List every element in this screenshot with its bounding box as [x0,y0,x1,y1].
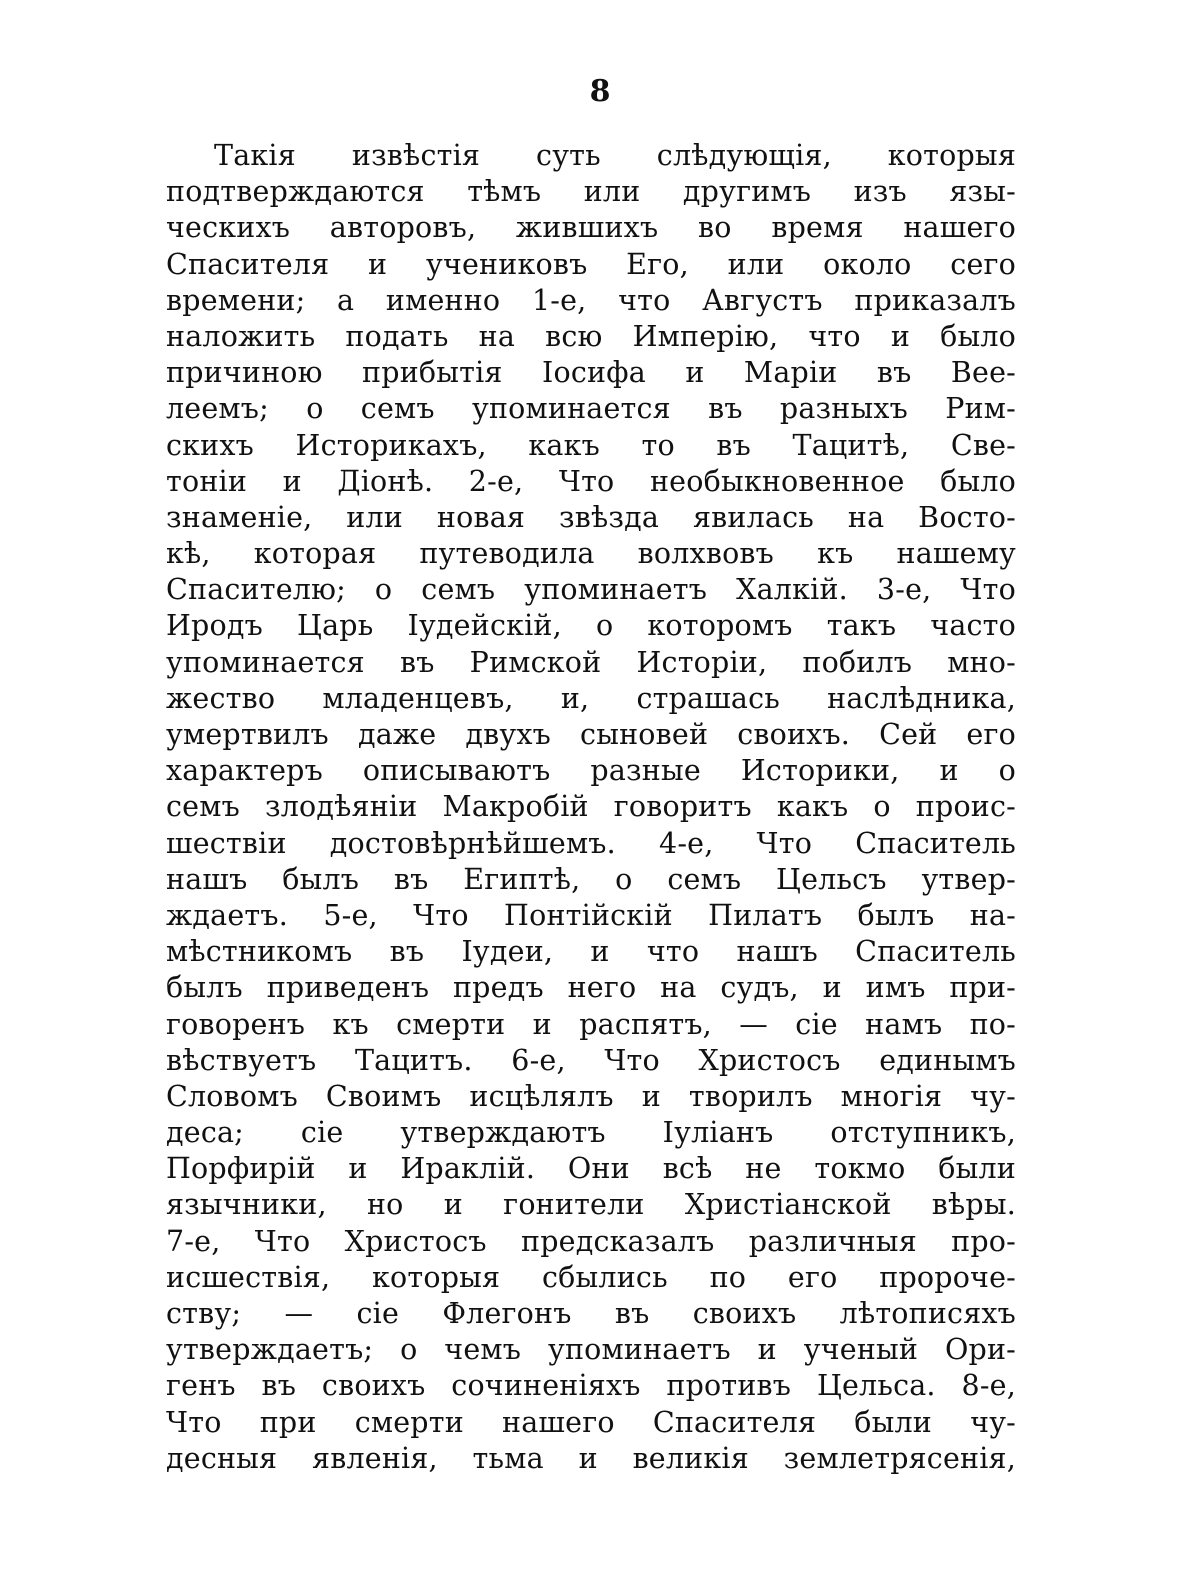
text-line: причиною прибытія Іосифа и Маріи въ Вее- [166,356,1016,390]
text-line: Иродъ Царь Іудейскій, о которомъ такъ часто [166,609,1016,643]
text-line: ждаетъ. 5-е, Что Понтійскій Пилатъ былъ на- [166,898,1016,932]
text-line: мѣстникомъ въ Іудеи, и что нашъ Спаситель [166,935,1016,969]
text-line: 7-е, Что Христосъ предсказалъ различныя про- [166,1224,1016,1258]
text-line: былъ приведенъ предъ него на судъ, и имъ при- [166,971,1016,1005]
text-line: генъ въ своихъ сочиненіяхъ противъ Цельса. 8-е, [166,1369,1016,1403]
text-line: Порфирій и Ираклій. Они всѣ не токмо были [166,1152,1016,1186]
text-line: язычники, но и гонители Христіанской вѣры. [166,1188,1016,1222]
text-line: знаменіе, или новая звѣзда явилась на Восто- [166,500,1016,534]
text-line: Спасителя и учениковъ Его, или около сего [166,247,1016,281]
text-line: упоминается въ Римской Исторіи, побилъ мно- [166,645,1016,679]
page-number: 8 [589,74,611,109]
text-line: наложить подать на всю Имперію, что и было [166,319,1016,353]
text-line: Словомъ Своимъ исцѣлялъ и творилъ многія чу- [166,1079,1016,1113]
text-line: исшествія, которыя сбылись по его пророче- [166,1260,1016,1294]
text-line: говоренъ къ смерти и распятъ, — сіе намъ по- [166,1007,1016,1041]
body-text [166,138,1016,1477]
text-line: характеръ описываютъ разные Историки, и о [166,754,1016,788]
text-line: скихъ Историкахъ, какъ то въ Тацитѣ, Све- [166,428,1016,462]
text-line: кѣ, которая путеводила волхвовъ къ нашему [166,537,1016,571]
text-line: шествіи достовѣрнѣйшемъ. 4-е, Что Спаситель [166,826,1016,860]
text-line: деса; сіе утверждаютъ Іуліанъ отступникъ, [166,1116,1016,1150]
text-line: утверждаетъ; о чемъ упоминаетъ и ученый Ори- [166,1333,1016,1367]
text-line: Такія извѣстія суть слѣдующія, которыя [214,139,1016,172]
text-line: Что при смерти нашего Спасителя были чу- [166,1405,1016,1439]
text-line: жество младенцевъ, и, страшась наслѣдника, [166,681,1016,715]
text-line: семъ злодѣяніи Макробій говоритъ какъ о проис- [166,790,1016,824]
text-line: вѣствуетъ Тацитъ. 6-е, Что Христосъ единымъ [166,1043,1016,1077]
text-line: леемъ; о семъ упоминается въ разныхъ Рим- [166,392,1016,426]
text-line: подтверждаются тѣмъ или другимъ изъ язы- [166,175,1016,209]
text-line: тоніи и Діонѣ. 2-е, Что необыкновенное было [166,464,1016,498]
text-line: ству; — сіе Флегонъ въ своихъ лѣтописяхъ [166,1297,1016,1330]
text-line: нашъ былъ въ Египтѣ, о семъ Цельсъ утвер- [166,862,1016,896]
text-line: Спасителю; о семъ упоминаетъ Халкій. 3-е, Что [166,573,1016,607]
text-line: времени; а именно 1-е, что Августъ приказалъ [166,283,1016,317]
text-line: умертвилъ даже двухъ сыновей своихъ. Сей его [166,718,1016,751]
text-line: ческихъ авторовъ, жившихъ во время нашего [166,211,1016,245]
text-line: десныя явленія, тьма и великія землетрясенія, [166,1441,1016,1475]
